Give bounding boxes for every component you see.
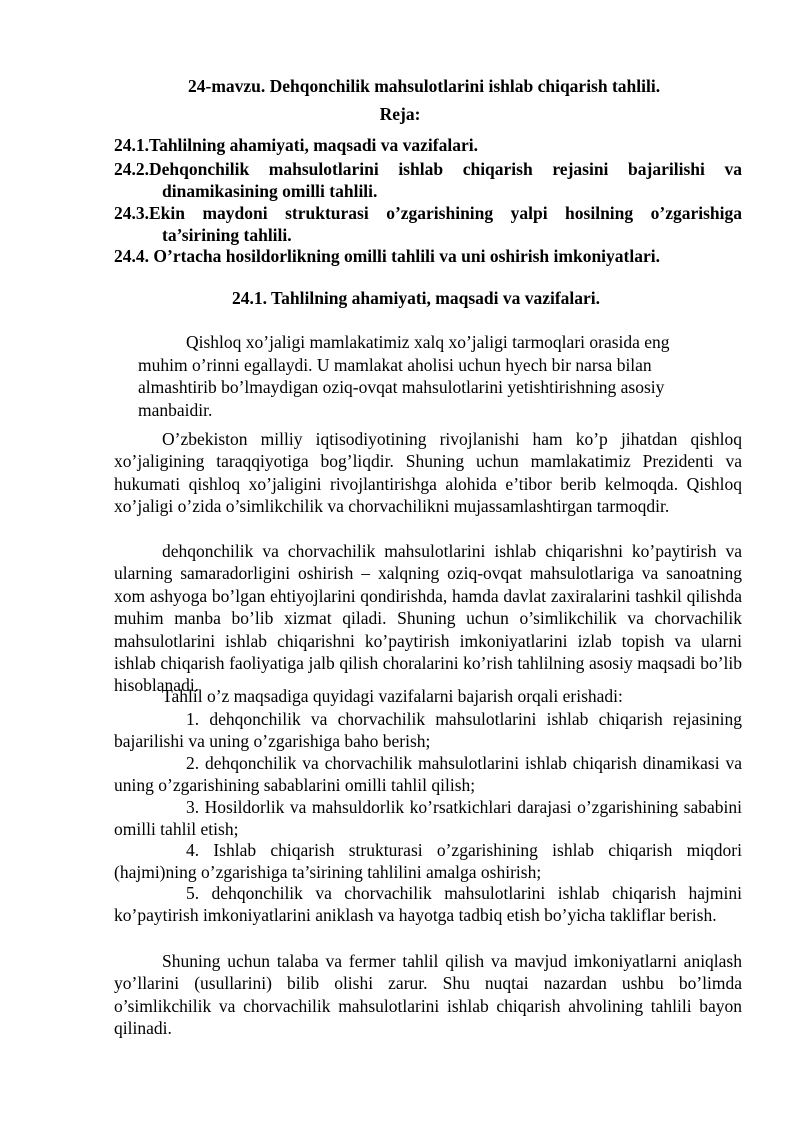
paragraph-economy: O’zbekiston milliy iqtisodiyotining rivojlanishi ham ko’p jihatdan qishloq xo’jaligining taraqqiyotiga bog’liqdir. Shuning uchun mamlakatimiz Prezidenti va hukumati qishloq xo’jaligini rivojlantirishga alohida e’tibor berib kelmoqda. Qishloq xo’jaligi o’zida o’simlikchilik va chorvachilikni mujassamlashtirgan tarmoqdir. xyxy=(114,429,742,517)
plan-item-2: 24.2.Dehqonchilik mahsulotlarini ishlab chiqarish rejasini bajarilishi va dinamikasining omilli tahlili. xyxy=(114,159,742,202)
task-item-1: 1. dehqonchilik va chorvachilik mahsulotlarini ishlab chiqarish rejasining bajarilishi va uning o’zgarishiga baho berish; xyxy=(114,709,742,752)
section-heading: 24.1. Tahlilning ahamiyati, maqsadi va vazifalari. xyxy=(232,288,601,308)
task-item-5: 5. dehqonchilik va chorvachilik mahsulotlarini ishlab chiqarish hajmini ko’paytirish imkoniyatlarini aniklash va hayotga tadbiq etish bo’yicha takliflar berish. xyxy=(114,883,742,926)
paragraph-tasks-intro: Tahlil o’z maqsadiga quyidagi vazifalarni bajarish orqali erishadi: xyxy=(162,686,623,706)
document-title: 24-mavzu. Dehqonchilik mahsulotlarini ishlab chiqarish tahlili. xyxy=(188,76,661,96)
plan-item-3: 24.3.Ekin maydoni strukturasi o’zgarishining yalpi hosilning o’zgarishiga ta’sirining tahlili. xyxy=(114,203,742,246)
plan-item-4: 24.4. O’rtacha hosildorlikning omilli tahlili va uni oshirish imkoniyatlari. xyxy=(114,246,660,266)
plan-item-1: 24.1.Tahlilning ahamiyati, maqsadi va vazifalari. xyxy=(114,135,478,155)
task-item-2: 2. dehqonchilik va chorvachilik mahsulotlarini ishlab chiqarish dinamikasi va uning o’zgarishining sabablarini omilli tahlil qilish; xyxy=(114,753,742,796)
task-item-4: 4. Ishlab chiqarish strukturasi o’zgarishining ishlab chiqarish miqdori (hajmi)ning o’zgarishiga ta’sirining tahlilini amalga oshirish; xyxy=(114,840,742,883)
task-item-3: 3. Hosildorlik va mahsuldorlik ko’rsatkichlari darajasi o’zgarishining sababini omilli tahlil etish; xyxy=(114,797,742,840)
paragraph-goal: dehqonchilik va chorvachilik mahsulotlarini ishlab chiqarishni ko’paytirish va ularning samaradorligini oshirish – xalqning oziq-ovqat mahsulotlariga va sanoatning xom ashyoga bo’lgan ehtiyojlarini qondirishda, hamda davlat zaxiralarini tashkil qilishda muhim manba bo’lib xizmat qiladi. Shuning uchun o’simlikchilik va chorvachilik mahsulotlarini ishlab chiqarishni ko’paytirish imkoniyatlarini izlab topish va ularni ishlab chiqarish faoliyatiga jalb qilish choralarini ko’rish tahlilning asosiy maqsadi bo’lib hisoblanadi. xyxy=(114,541,742,696)
closing-paragraph: Shuning uchun talaba va fermer tahlil qilish va mavjud imkoniyatlarni aniqlash yo’llarini (usullarini) bilib olishi zarur. Shu nuqtai nazardan ushbu bo’limda o’simlikchilik va chorvachilik mahsulotlarini ishlab chiqarish ahvolining tahlili bayon qilinadi. xyxy=(114,951,742,1039)
plan-label: Reja: xyxy=(379,104,421,124)
intro-paragraph: Qishloq xo’jaligi mamlakatimiz xalq xo’jaligi tarmoqlari orasida eng muhim o’rinni egallaydi. U mamlakat aholisi uchun hyech bir narsa bilan almashtirib bo’lmaydigan oziq-ovqat mahsulotlarini yetishtirishning asosiy manbaidir. xyxy=(138,332,670,420)
